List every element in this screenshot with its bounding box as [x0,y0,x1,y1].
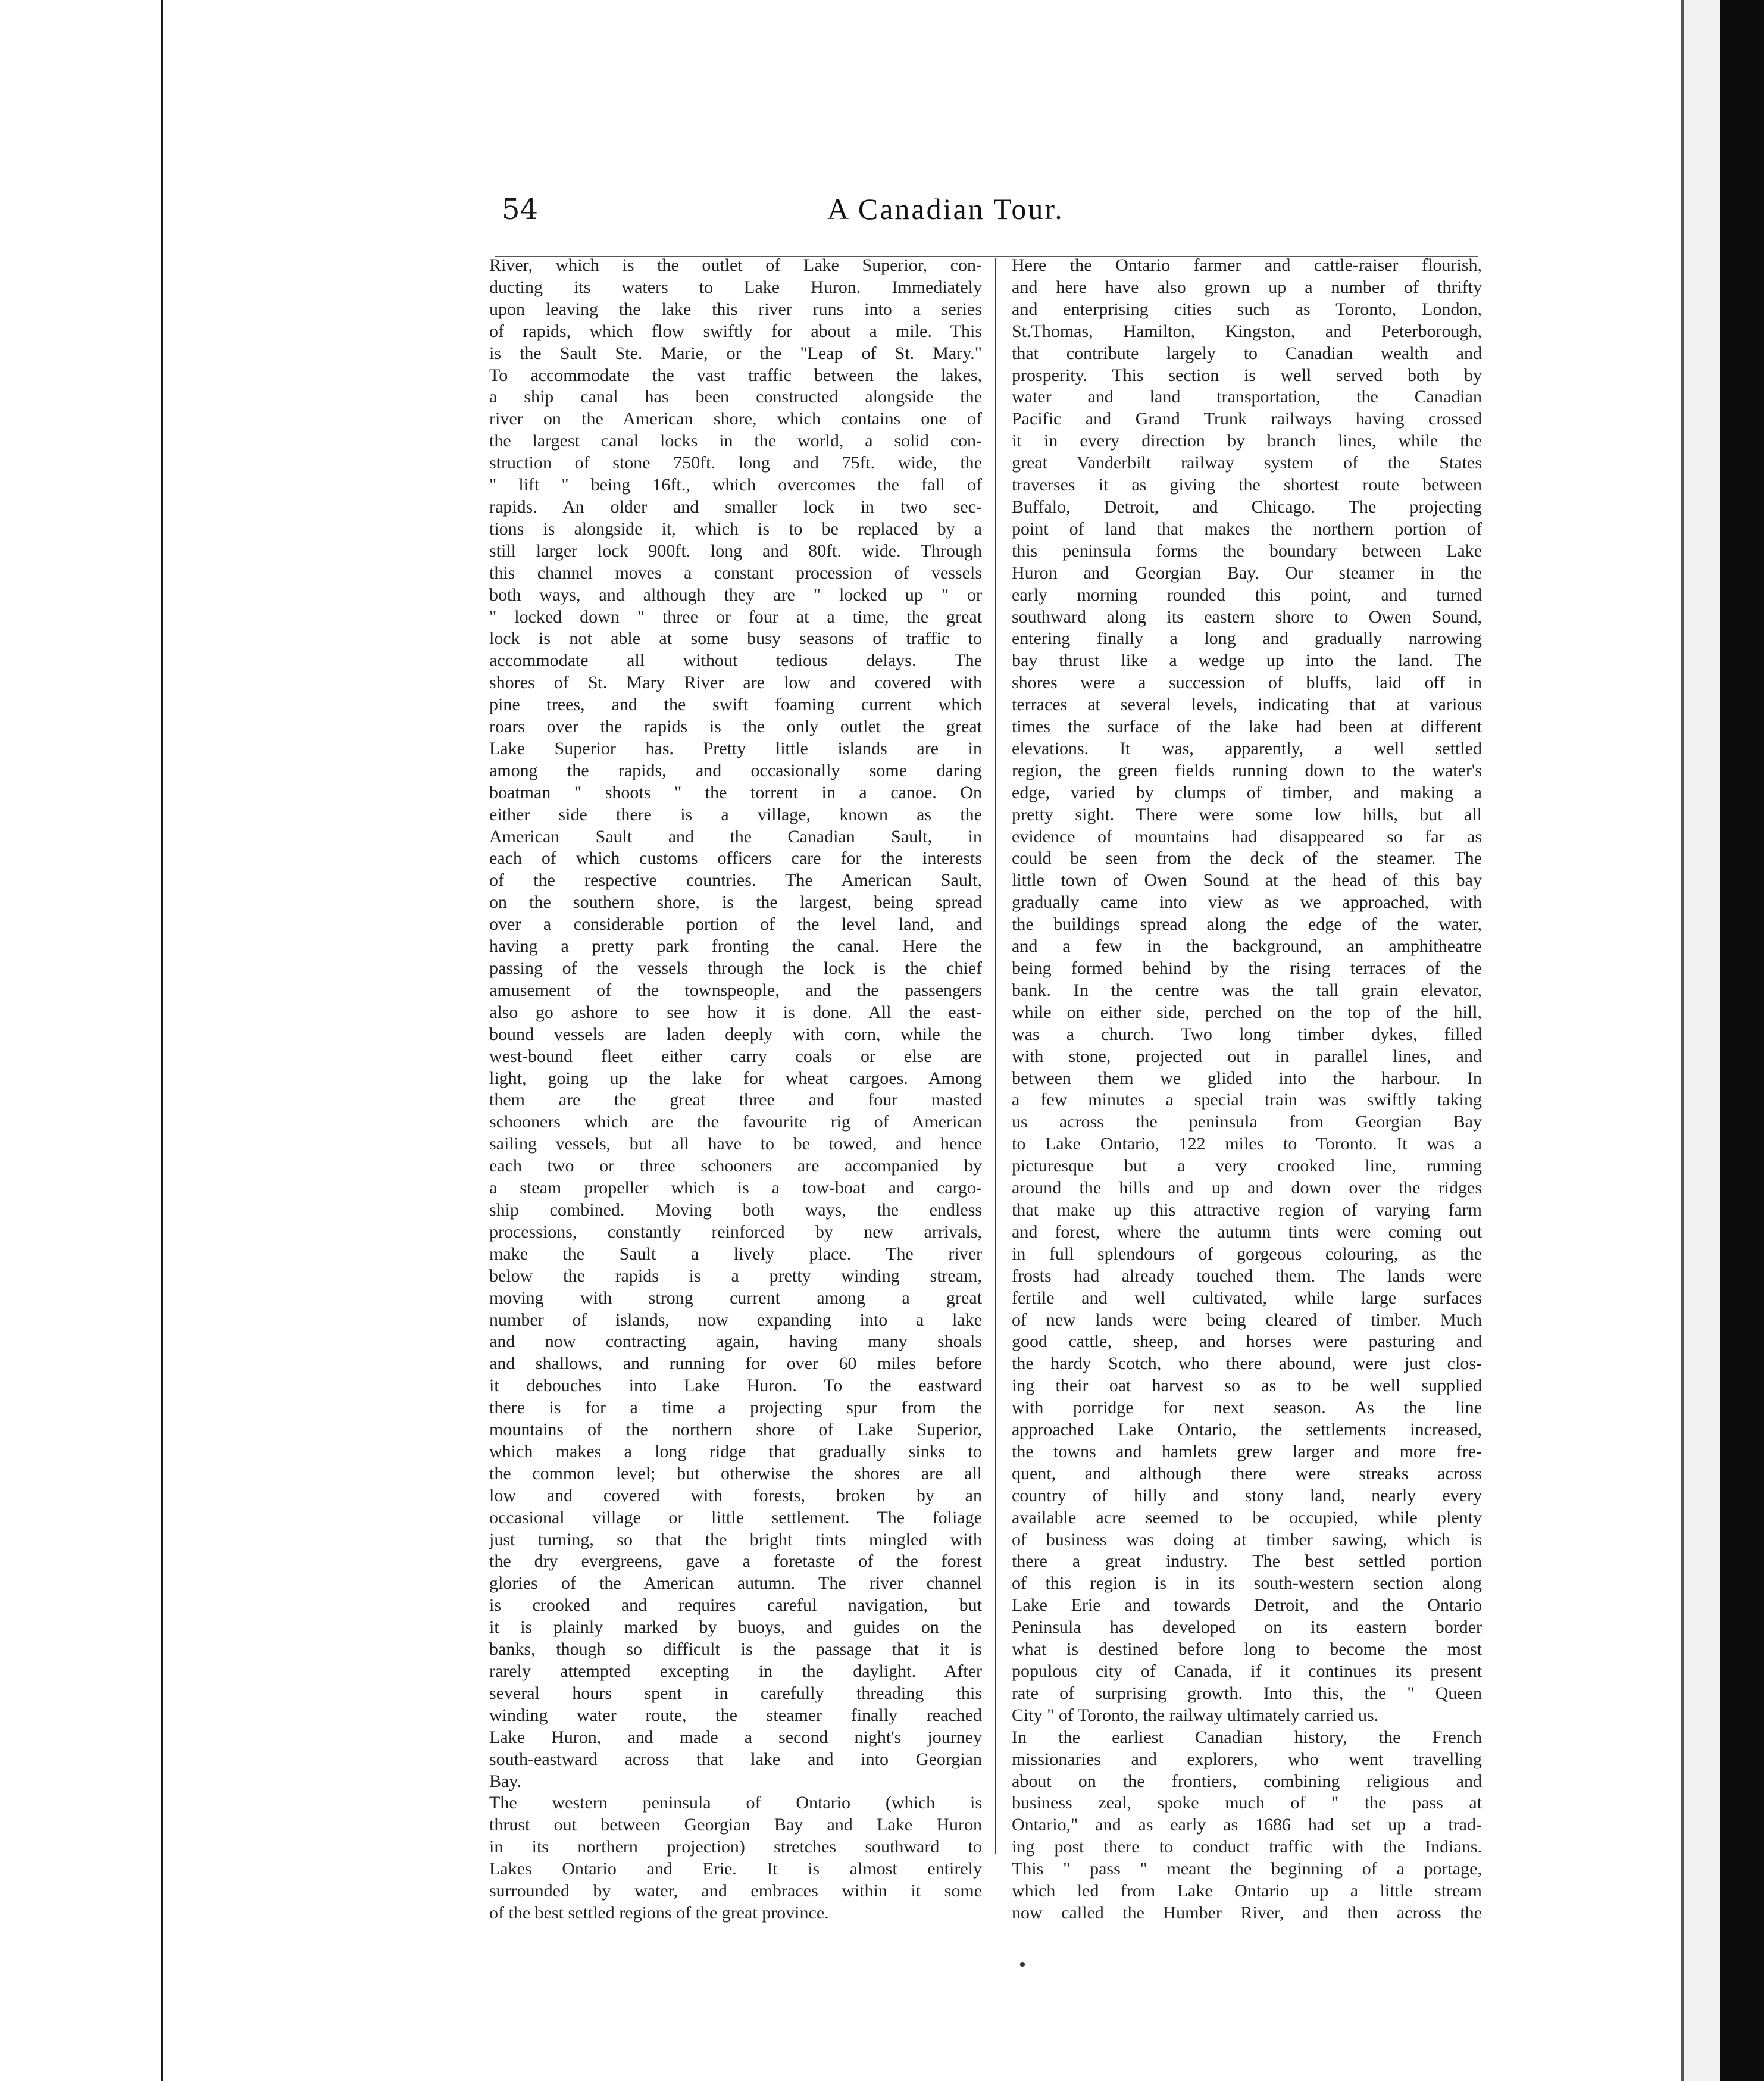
text-line: that contribute largely to Canadian wealth and [1012,343,1482,363]
text-line: water and land transportation, the Canadian [1012,387,1482,407]
text-line: Lake Superior has. Pretty little islands are in [489,738,982,758]
text-line: populous city of Canada, if it continues its present [1012,1661,1482,1681]
text-line: on the southern shore, is the largest, being spread [489,892,982,913]
text-line: gradually came into view as we approached, with [1012,892,1482,913]
text-line: and here have also grown up a number of thrifty [1012,277,1482,297]
text-line: " lift " being 16ft., which overcomes the fall of [489,475,982,495]
text-line: below the rapids is a pretty winding stream, [489,1266,982,1286]
text-line: to Lake Ontario, 122 miles to Toronto. It was a [1012,1134,1482,1154]
text-line: the buildings spread along the edge of the water, [1012,914,1482,935]
text-line: bank. In the centre was the tall grain elevator, [1012,980,1482,1000]
text-line: with porridge for next season. As the line [1012,1398,1482,1418]
text-line: this channel moves a constant procession of vessels [489,563,982,583]
text-line: both ways, and although they are " locked up " or [489,585,982,605]
text-line: American Sault and the Canadian Sault, in [489,826,982,846]
text-line: frosts had already touched them. The lands were [1012,1266,1482,1286]
text-line: being formed behind by the rising terraces of the [1012,958,1482,978]
page-number: 54 [502,193,539,226]
text-line: little town of Owen Sound at the head of this bay [1012,870,1482,890]
text-line: several hours spent in carefully threading this [489,1683,982,1703]
text-line: Ontario," and as early as 1686 had set up a trad- [1012,1815,1482,1835]
left-text-column [489,255,982,1924]
text-line: each two or three schooners are accompanied by [489,1156,982,1176]
text-line: processions, constantly reinforced by new arrivals, [489,1221,982,1242]
text-line: elevations. It was, apparently, a well settled [1012,738,1482,758]
text-line: either side there is a village, known as the [489,804,982,824]
text-line: winding water route, the steamer finally reached [489,1705,982,1725]
text-line: terraces at several levels, indicating that at various [1012,695,1482,715]
text-line: edge, varied by clumps of timber, and making a [1012,782,1482,802]
text-line: around the hills and up and down over the ridges [1012,1178,1482,1198]
text-line: in its northern projection) stretches southward to [489,1837,982,1857]
text-line: still larger lock 900ft. long and 80ft. wide. Through [489,540,982,561]
scan-dark-border [1720,0,1764,2081]
text-line: the dry evergreens, gave a foretaste of the forest [489,1551,982,1571]
text-line: having a pretty park fronting the canal. Here the [489,936,982,957]
text-line: City " of Toronto, the railway ultimately carried us. [1012,1705,1379,1725]
text-line: point of land that makes the northern portion of [1012,518,1482,539]
text-line: banks, though so difficult is the passage that it is [489,1639,982,1660]
text-line: accommodate all without tedious delays. The [489,651,982,671]
text-line: region, the green fields running down to the water's [1012,760,1482,780]
text-line: south-eastward across that lake and into Georgian [489,1749,982,1769]
text-line: rate of surprising growth. Into this, the " Queen [1012,1683,1482,1703]
text-line: in full splendours of gorgeous colouring, as the [1012,1243,1482,1264]
text-line: a steam propeller which is a tow-boat and cargo- [489,1178,982,1198]
text-line: thrust out between Georgian Bay and Lake Huron [489,1815,982,1835]
text-line: of this region is in its south-western section along [1012,1573,1482,1593]
column-divider [995,258,996,1854]
text-line: make the Sault a lively place. The river [489,1243,982,1264]
text-line: early morning rounded this point, and turned [1012,585,1482,605]
text-line: and now contracting again, having many shoals [489,1332,982,1352]
text-line: passing of the vessels through the lock is the chief [489,958,982,978]
text-line: which makes a long ridge that gradually sinks to [489,1441,982,1461]
text-line: low and covered with forests, broken by an [489,1485,982,1505]
text-line: Here the Ontario farmer and cattle-raiser flourish, [1012,255,1482,275]
text-line: number of islands, now expanding into a lake [489,1310,982,1330]
text-line: it is plainly marked by buoys, and guides on the [489,1617,982,1638]
text-line: a few minutes a special train was swiftly taking [1012,1090,1482,1110]
text-line: Lake Huron, and made a second night's journey [489,1727,982,1747]
text-line: lock is not able at some busy seasons of traffic to [489,629,982,649]
text-line: To accommodate the vast traffic between the lakes, [489,365,982,385]
text-line: approached Lake Ontario, the settlements increased, [1012,1420,1482,1440]
text-line: Lake Erie and towards Detroit, and the Ontario [1012,1595,1482,1616]
text-line: of new lands were being cleared of timber. Much [1012,1310,1482,1330]
text-line: The western peninsula of Ontario (which is [489,1793,982,1813]
text-line: amusement of the townspeople, and the passengers [489,980,982,1000]
text-line: entering finally a long and gradually narrowing [1012,629,1482,649]
text-line: moving with strong current among a great [489,1288,982,1308]
text-line: there is for a time a projecting spur from the [489,1398,982,1418]
text-line: boatman " shoots " the torrent in a canoe. On [489,782,982,802]
text-line: This " pass " meant the beginning of a portage, [1012,1859,1482,1879]
text-line: ship combined. Moving both ways, the endless [489,1199,982,1220]
text-line: Pacific and Grand Trunk railways having crossed [1012,409,1482,429]
text-line: shores were a succession of bluffs, laid off in [1012,673,1482,693]
text-line: traverses it as giving the shortest route between [1012,475,1482,495]
text-line: River, which is the outlet of Lake Superior, con- [489,255,982,275]
text-line: among the rapids, and occasionally some daring [489,760,982,780]
text-line: while on either side, perched on the top of the hill, [1012,1002,1482,1022]
text-line: " locked down " three or four at a time, the great [489,607,982,627]
text-line: shores of St. Mary River are low and covered with [489,673,982,693]
text-line: occasional village or little settlement. The foliage [489,1507,982,1527]
text-line: pretty sight. There were some low hills, but all [1012,804,1482,824]
text-line: sailing vessels, but all have to be towed, and hence [489,1134,982,1154]
text-line: bound vessels are laden deeply with corn, while the [489,1024,982,1044]
ink-dot [1020,1962,1025,1967]
text-line: quent, and although there were streaks across [1012,1463,1482,1483]
text-line: ducting its waters to Lake Huron. Immediately [489,277,982,297]
text-line: each of which customs officers care for the interests [489,848,982,868]
text-line: good cattle, sheep, and horses were pasturing and [1012,1332,1482,1352]
text-line: rarely attempted excepting in the daylight. After [489,1661,982,1681]
text-line: St.Thomas, Hamilton, Kingston, and Peterborough, [1012,321,1482,341]
text-line: between them we glided into the harbour. In [1012,1068,1482,1088]
text-line: pine trees, and the swift foaming current which [489,695,982,715]
text-line: it debouches into Lake Huron. To the eastward [489,1376,982,1396]
text-line: and a few in the background, an amphitheatre [1012,936,1482,957]
text-line: river on the American shore, which contains one of [489,409,982,429]
scan-left-rule [161,0,163,2081]
text-line: what is destined before long to become the most [1012,1639,1482,1660]
text-line: available acre seemed to be occupied, while plenty [1012,1507,1482,1527]
text-line: also go ashore to see how it is done. All the east- [489,1002,982,1022]
text-line: the hardy Scotch, who there abound, were just clos- [1012,1354,1482,1374]
text-line: a ship canal has been constructed alongside the [489,387,982,407]
text-line: now called the Humber River, and then across the [1012,1902,1482,1923]
text-line: west-bound fleet either carry coals or else are [489,1046,982,1066]
text-line: evidence of mountains had disappeared so far as [1012,826,1482,846]
text-line: the largest canal locks in the world, a solid con- [489,431,982,451]
text-line: schooners which are the favourite rig of American [489,1112,982,1132]
text-line: was a church. Two long timber dykes, filled [1012,1024,1482,1044]
text-line: and enterprising cities such as Toronto, London, [1012,299,1482,319]
text-line: Lakes Ontario and Erie. It is almost entirely [489,1859,982,1879]
scan-page-edge [1681,0,1684,2081]
text-line: about on the frontiers, combining religious and [1012,1771,1482,1791]
text-line: missionaries and explorers, who went travelling [1012,1749,1482,1769]
text-line: is the Sault Ste. Marie, or the "Leap of St. Mary." [489,343,982,363]
text-line: times the surface of the lake had been at different [1012,717,1482,737]
text-line: rapids. An older and smaller lock in two sec- [489,496,982,517]
text-line: country of hilly and stony land, nearly every [1012,1485,1482,1505]
text-line: surrounded by water, and embraces within it some [489,1881,982,1901]
text-line: southward along its eastern shore to Owen Sound, [1012,607,1482,627]
text-line: bay thrust like a wedge up into the land. The [1012,651,1482,671]
text-line: great Vanderbilt railway system of the States [1012,453,1482,473]
text-line: that make up this attractive region of varying farm [1012,1199,1482,1220]
text-line: picturesque but a very crooked line, running [1012,1156,1482,1176]
text-line: tions is alongside it, which is to be replaced by a [489,518,982,539]
text-line: light, going up the lake for wheat cargoes. Among [489,1068,982,1088]
text-line: over a considerable portion of the level land, and [489,914,982,935]
text-line: glories of the American autumn. The river channel [489,1573,982,1593]
text-line: ing their oat harvest so as to be well supplied [1012,1376,1482,1396]
text-line: this peninsula forms the boundary between Lake [1012,540,1482,561]
text-line: them are the great three and four masted [489,1090,982,1110]
text-line: In the earliest Canadian history, the French [1012,1727,1482,1747]
text-line: which led from Lake Ontario up a little stream [1012,1881,1482,1901]
text-line: there a great industry. The best settled portion [1012,1551,1482,1571]
text-line: and forest, where the autumn tints were coming out [1012,1221,1482,1242]
scan-gutter [1684,0,1720,2081]
text-line: upon leaving the lake this river runs into a series [489,299,982,319]
text-line: struction of stone 750ft. long and 75ft. wide, the [489,453,982,473]
text-line: Huron and Georgian Bay. Our steamer in the [1012,563,1482,583]
text-line: could be seen from the deck of the steamer. The [1012,848,1482,868]
text-line: Buffalo, Detroit, and Chicago. The projecting [1012,496,1482,517]
text-line: of the respective countries. The American Sault, [489,870,982,890]
text-line: of the best settled regions of the great province. [489,1902,829,1923]
text-line: just turning, so that the bright tints mingled with [489,1529,982,1549]
text-line: roars over the rapids is the only outlet the great [489,717,982,737]
text-line: us across the peninsula from Georgian Bay [1012,1112,1482,1132]
text-line: Bay. [489,1771,521,1791]
text-line: is crooked and requires careful navigation, but [489,1595,982,1616]
text-line: mountains of the northern shore of Lake Superior, [489,1420,982,1440]
text-line: and shallows, and running for over 60 miles before [489,1354,982,1374]
text-line: Peninsula has developed on its eastern border [1012,1617,1482,1638]
text-line: of business was doing at timber sawing, which is [1012,1529,1482,1549]
text-line: ing post there to conduct traffic with the Indians. [1012,1837,1482,1857]
running-title: A Canadian Tour. [827,192,1064,226]
text-line: it in every direction by branch lines, while the [1012,431,1482,451]
text-line: of rapids, which flow swiftly for about a mile. This [489,321,982,341]
text-line: fertile and well cultivated, while large surfaces [1012,1288,1482,1308]
text-line: business zeal, spoke much of " the pass at [1012,1793,1482,1813]
text-line: prosperity. This section is well served both by [1012,365,1482,385]
right-text-column [1012,255,1482,1924]
text-line: with stone, projected out in parallel lines, and [1012,1046,1482,1066]
text-line: the common level; but otherwise the shores are all [489,1463,982,1483]
text-line: the towns and hamlets grew larger and more fre- [1012,1441,1482,1461]
